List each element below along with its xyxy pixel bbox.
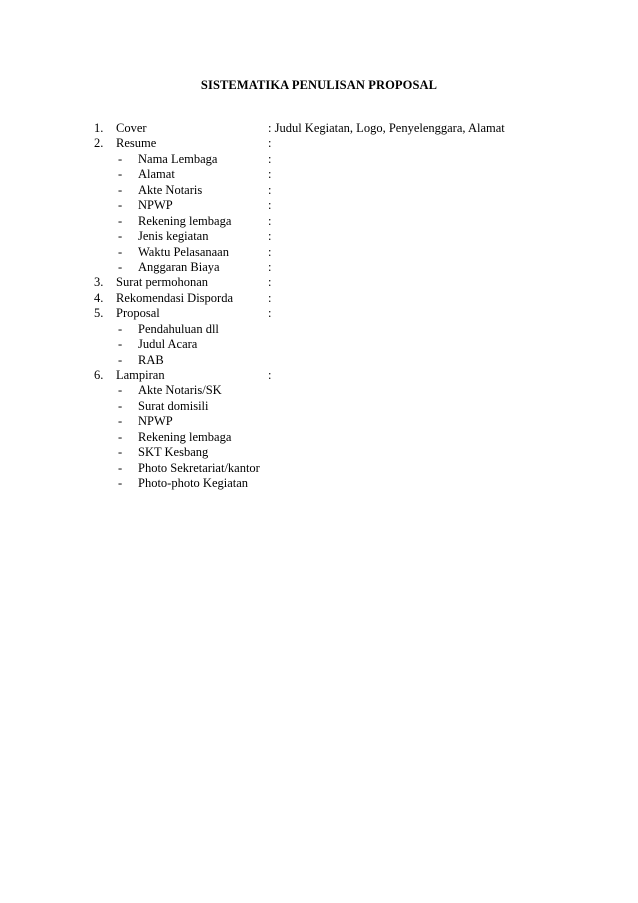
- bullet-dash: -: [118, 198, 123, 213]
- sub-item: [94, 322, 614, 337]
- bullet-dash: -: [118, 244, 123, 259]
- sub-item-label: RAB: [138, 352, 164, 367]
- item-label: Rekomendasi Disporda: [116, 290, 233, 305]
- item-separator: :: [268, 306, 272, 321]
- sub-item: [94, 476, 614, 491]
- sub-item-label: Judul Acara: [138, 337, 198, 352]
- sub-item-label: Waktu Pelasanaan: [138, 244, 229, 259]
- item-separator: :: [268, 368, 272, 382]
- sub-item: [94, 183, 614, 198]
- list-item-surat-permohonan: [94, 275, 614, 290]
- sub-item-label: Alamat: [138, 167, 175, 182]
- item-label: Proposal: [116, 306, 160, 321]
- bullet-dash: -: [118, 182, 123, 197]
- item-separator: :: [268, 213, 272, 228]
- bullet-dash: -: [118, 398, 123, 413]
- item-separator: :: [268, 275, 272, 290]
- item-separator: :: [268, 290, 272, 305]
- sub-item: [94, 353, 614, 368]
- bullet-dash: -: [118, 151, 123, 166]
- sub-item-label: Akte Notaris: [138, 182, 203, 197]
- sub-item-label: Photo Sekretariat/kantor: [138, 460, 260, 475]
- page-title: SISTEMATIKA PENULISAN PROPOSAL: [200, 78, 438, 92]
- list-item-rekomendasi: [94, 291, 614, 306]
- bullet-dash: -: [118, 476, 123, 491]
- item-number: 1.: [94, 121, 104, 135]
- item-label: Surat permohonan: [116, 275, 208, 290]
- item-separator: :: [268, 198, 272, 213]
- bullet-dash: -: [118, 383, 123, 398]
- bullet-dash: -: [118, 167, 123, 182]
- sub-item: [94, 167, 614, 182]
- sub-item: [94, 245, 614, 260]
- sub-item-label: Photo-photo Kegiatan: [138, 476, 249, 491]
- sub-item: [94, 152, 614, 167]
- item-separator: :: [268, 151, 272, 166]
- bullet-dash: -: [118, 352, 123, 367]
- item-number: 6.: [94, 368, 104, 382]
- item-number: 4.: [94, 290, 104, 305]
- bullet-dash: -: [118, 259, 123, 274]
- sub-item-label: NPWP: [138, 414, 173, 429]
- bullet-dash: -: [118, 213, 123, 228]
- item-label: Cover: [116, 121, 147, 135]
- sub-item: [94, 383, 614, 398]
- sub-item-label: Akte Notaris/SK: [138, 383, 222, 398]
- item-separator: :: [268, 229, 272, 244]
- list-item-cover: [94, 121, 614, 136]
- sub-item: [94, 445, 614, 460]
- bullet-dash: -: [118, 429, 123, 444]
- bullet-dash: -: [118, 460, 123, 475]
- sub-item-label: Anggaran Biaya: [138, 259, 220, 274]
- sub-item: [94, 198, 614, 213]
- bullet-dash: -: [118, 321, 123, 336]
- item-number: 3.: [94, 275, 104, 290]
- item-number: 2.: [94, 136, 104, 151]
- sub-item: [94, 337, 614, 352]
- sub-item: [94, 399, 614, 414]
- sub-item: [94, 430, 614, 445]
- sub-item-label: Rekening lembaga: [138, 213, 232, 228]
- item-label: Resume: [116, 136, 157, 151]
- item-separator: :: [268, 167, 272, 182]
- proposal-outline-list: [94, 121, 614, 492]
- item-separator: :: [268, 136, 272, 151]
- item-separator: :: [268, 182, 272, 197]
- item-separator: : Judul Kegiatan, Logo, Penyelenggara, Alamat: [268, 121, 505, 135]
- bullet-dash: -: [118, 229, 123, 244]
- sub-item-label: NPWP: [138, 198, 173, 213]
- item-number: 5.: [94, 306, 104, 321]
- sub-item: [94, 214, 614, 229]
- sub-item: [94, 229, 614, 244]
- sub-item: [94, 461, 614, 476]
- item-separator: :: [268, 259, 272, 274]
- bullet-dash: -: [118, 445, 123, 460]
- sub-item-label: Jenis kegiatan: [138, 229, 209, 244]
- item-label: Lampiran: [116, 368, 165, 382]
- list-item-resume: [94, 136, 614, 151]
- list-item-lampiran: [94, 368, 614, 383]
- sub-item-label: SKT Kesbang: [138, 445, 209, 460]
- sub-item: [94, 414, 614, 429]
- item-separator: :: [268, 244, 272, 259]
- sub-item-label: Nama Lembaga: [138, 151, 218, 166]
- bullet-dash: -: [118, 337, 123, 352]
- sub-item-label: Surat domisili: [138, 398, 209, 413]
- sub-item: [94, 260, 614, 275]
- bullet-dash: -: [118, 414, 123, 429]
- sub-item-label: Pendahuluan dll: [138, 321, 219, 336]
- list-item-proposal: [94, 306, 614, 321]
- sub-item-label: Rekening lembaga: [138, 429, 232, 444]
